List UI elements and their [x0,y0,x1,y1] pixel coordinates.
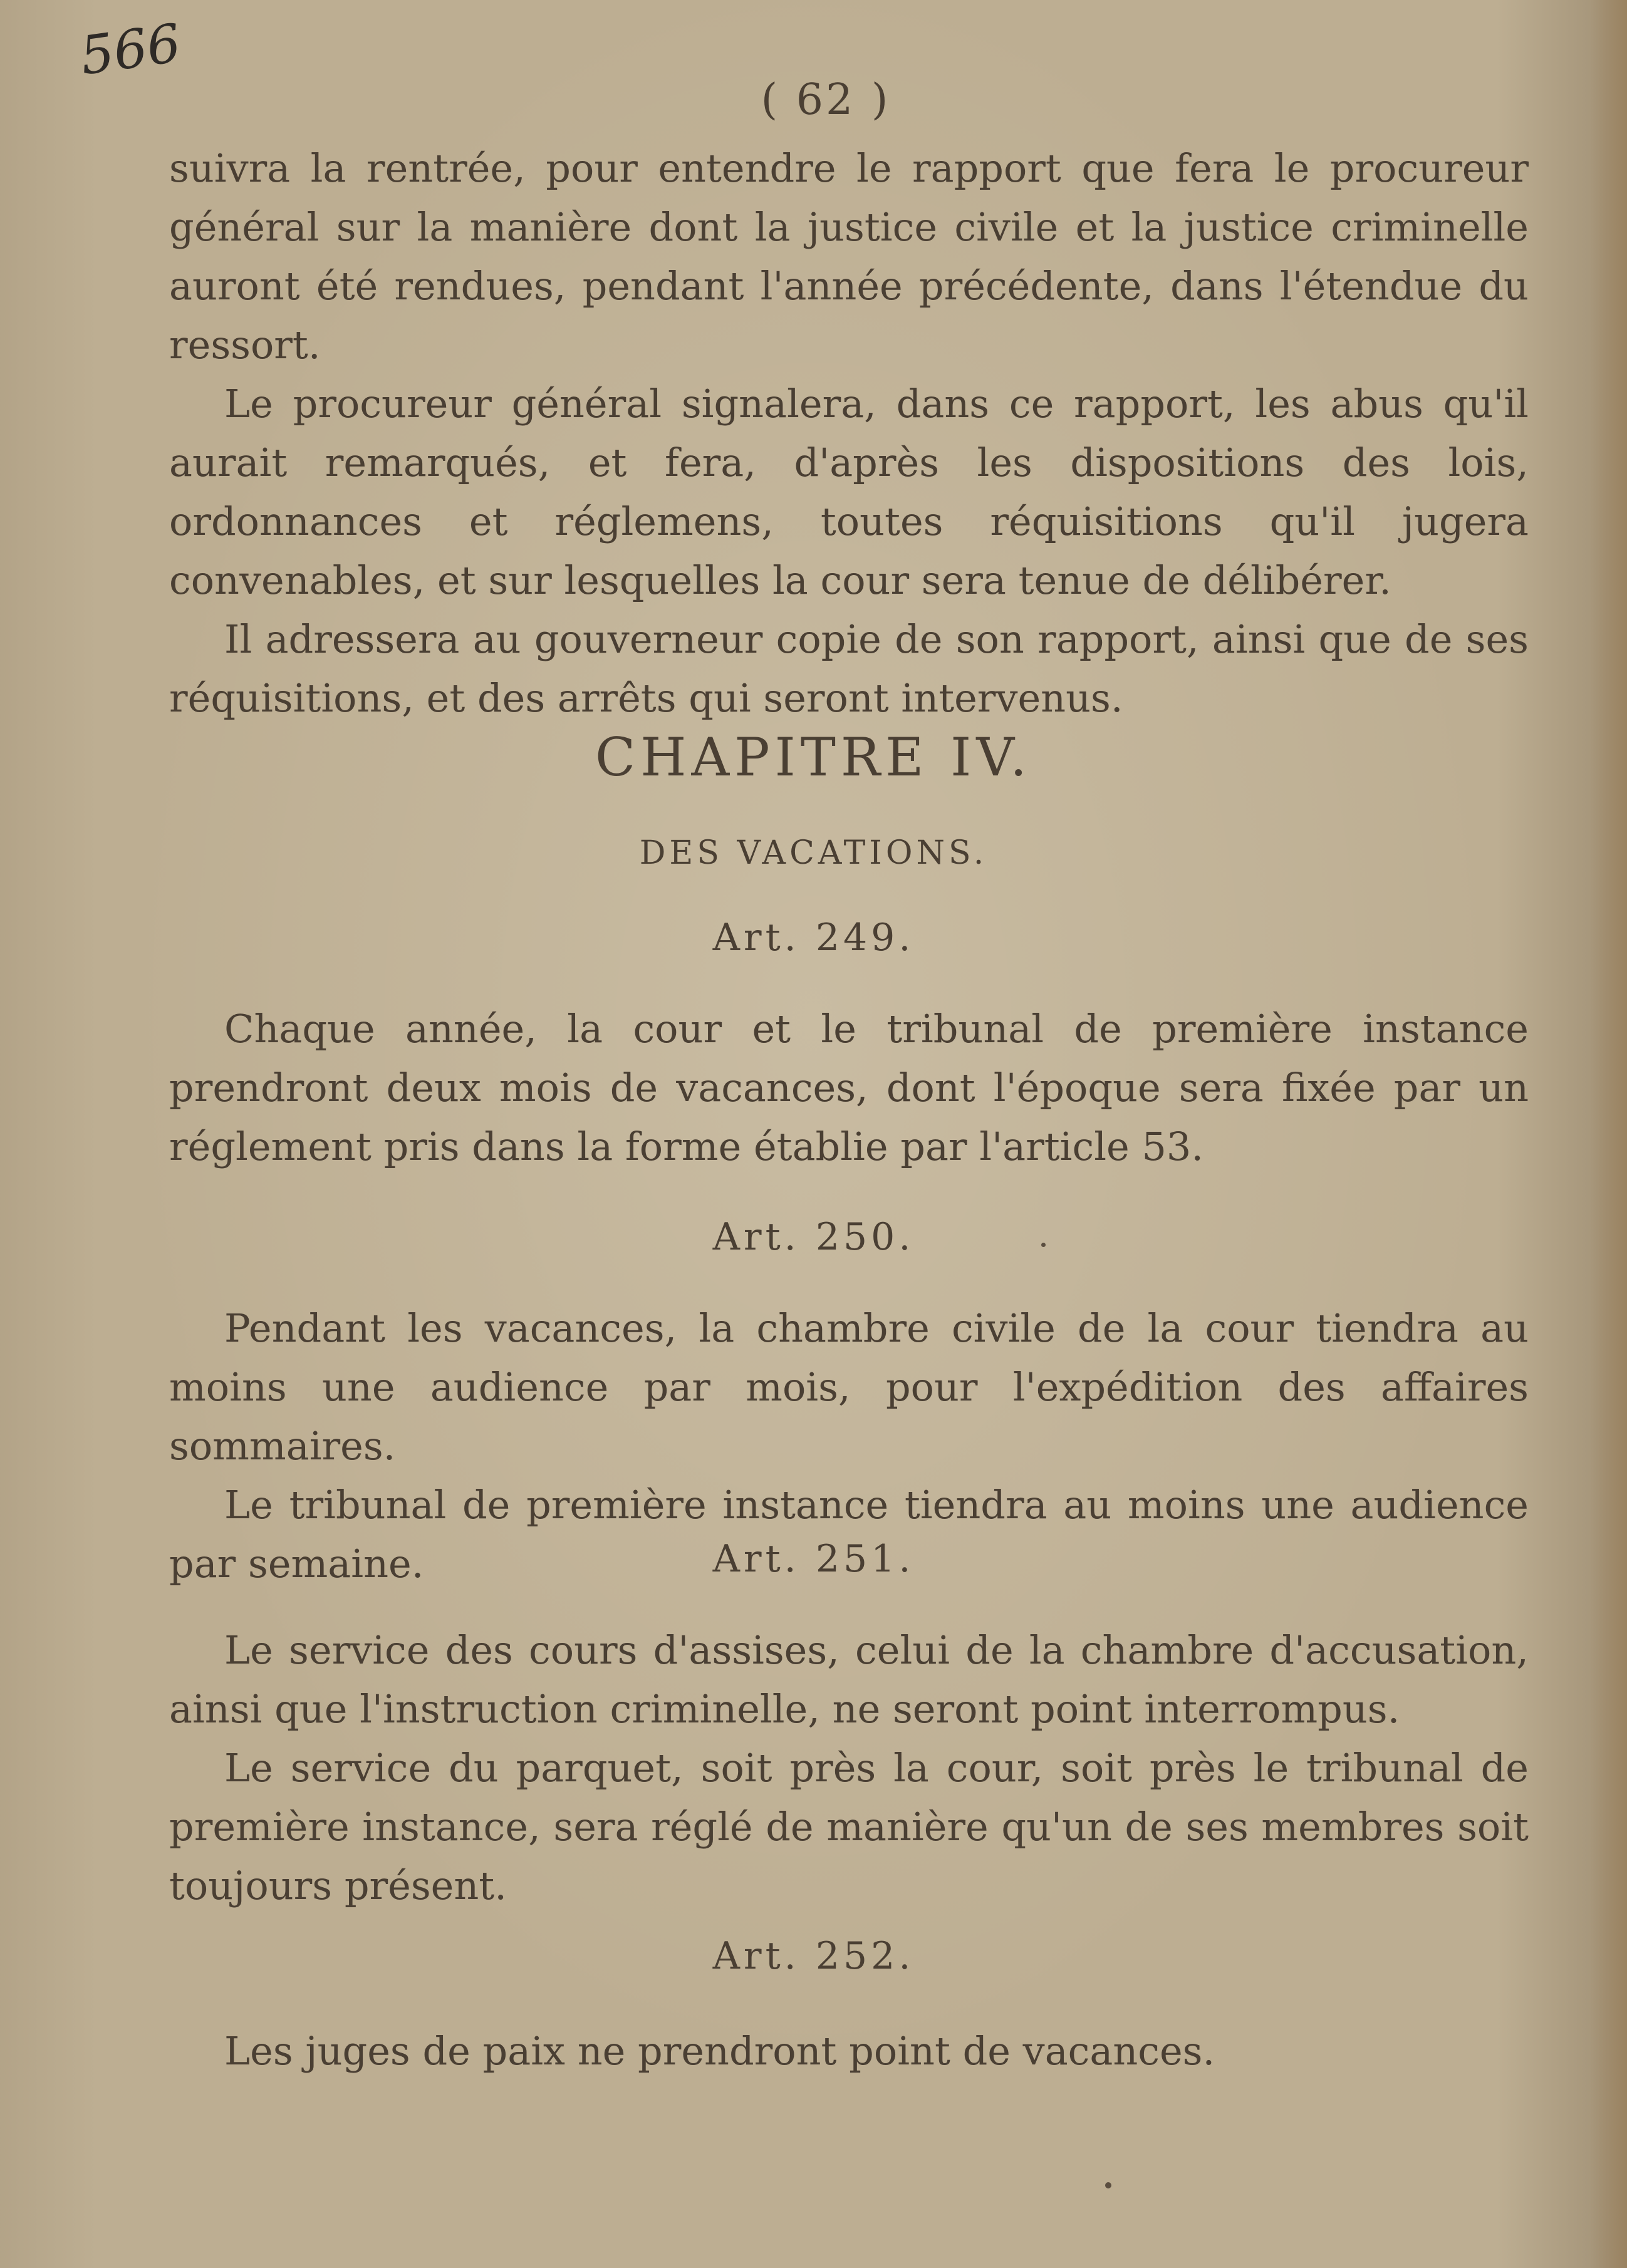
article-heading: Art. 249. [712,916,915,960]
paragraph: Chaque année, la cour et le tribunal de première instance prendront deux mois de vacances, dont l'époque sera fixée par un réglement pris dans la forme établie par l'article 53. [169,1006,1529,1169]
paragraph: Le service des cours d'assises, celui de la chambre d'accusation, ainsi que l'instruction criminelle, ne seront point interrompus. [169,1627,1529,1732]
paragraph: Pendant les vacances, la chambre civile de la cour tiendra au moins une audience par mois, pour l'expédition des affaires sommaires. [169,1305,1529,1469]
paragraph: Les juges de paix ne prendront point de vacances. [224,2028,1215,2074]
paper-speck [1041,1243,1046,1247]
paragraph: Le tribunal de première instance tiendra au moins une audience par semaine. [169,1482,1529,1587]
article-heading: Art. 252. [712,1934,915,1978]
chapter-title: CHAPITRE IV. [595,727,1032,788]
paragraph: Le service du parquet, soit près la cour, soit près le tribunal de première instance, sera réglé de manière qu'un de ses membres soit toujours présent. [169,1745,1529,1908]
chapter-subtitle: DES VACATIONS. [639,834,988,872]
article-body [169,1000,1529,1176]
paper-speck [1105,2182,1111,2188]
intro-text [169,139,1529,728]
article-heading: Art. 250. [712,1215,915,1259]
paragraph: suivra la rentrée, pour entendre le rapport que fera le procureur général sur la manière dont la justice civile et la justice criminelle auront été rendues, pendant l'année précédente, dans l'étendue du ressort. [169,145,1529,368]
article-body [169,1621,1529,1915]
paragraph: Le procureur général signalera, dans ce rapport, les abus qu'il aurait remarqués, et fera, d'après les dispositions des lois, ordonnances et réglemens, toutes réquisitions qu'il jugera convenables, et sur lesquelles la cour sera tenue de délibérer. [169,381,1529,603]
handwritten-folio-number: 566 [76,12,185,87]
paragraph: Il adressera au gouverneur copie de son rapport, ainsi que de ses réquisitions, et des arrêts qui seront intervenus. [169,616,1529,721]
article-heading: Art. 251. [712,1537,915,1581]
article-body [169,2022,1529,2081]
page-number: ( 62 ) [761,75,891,125]
page-edge-shadow [1589,0,1627,2268]
